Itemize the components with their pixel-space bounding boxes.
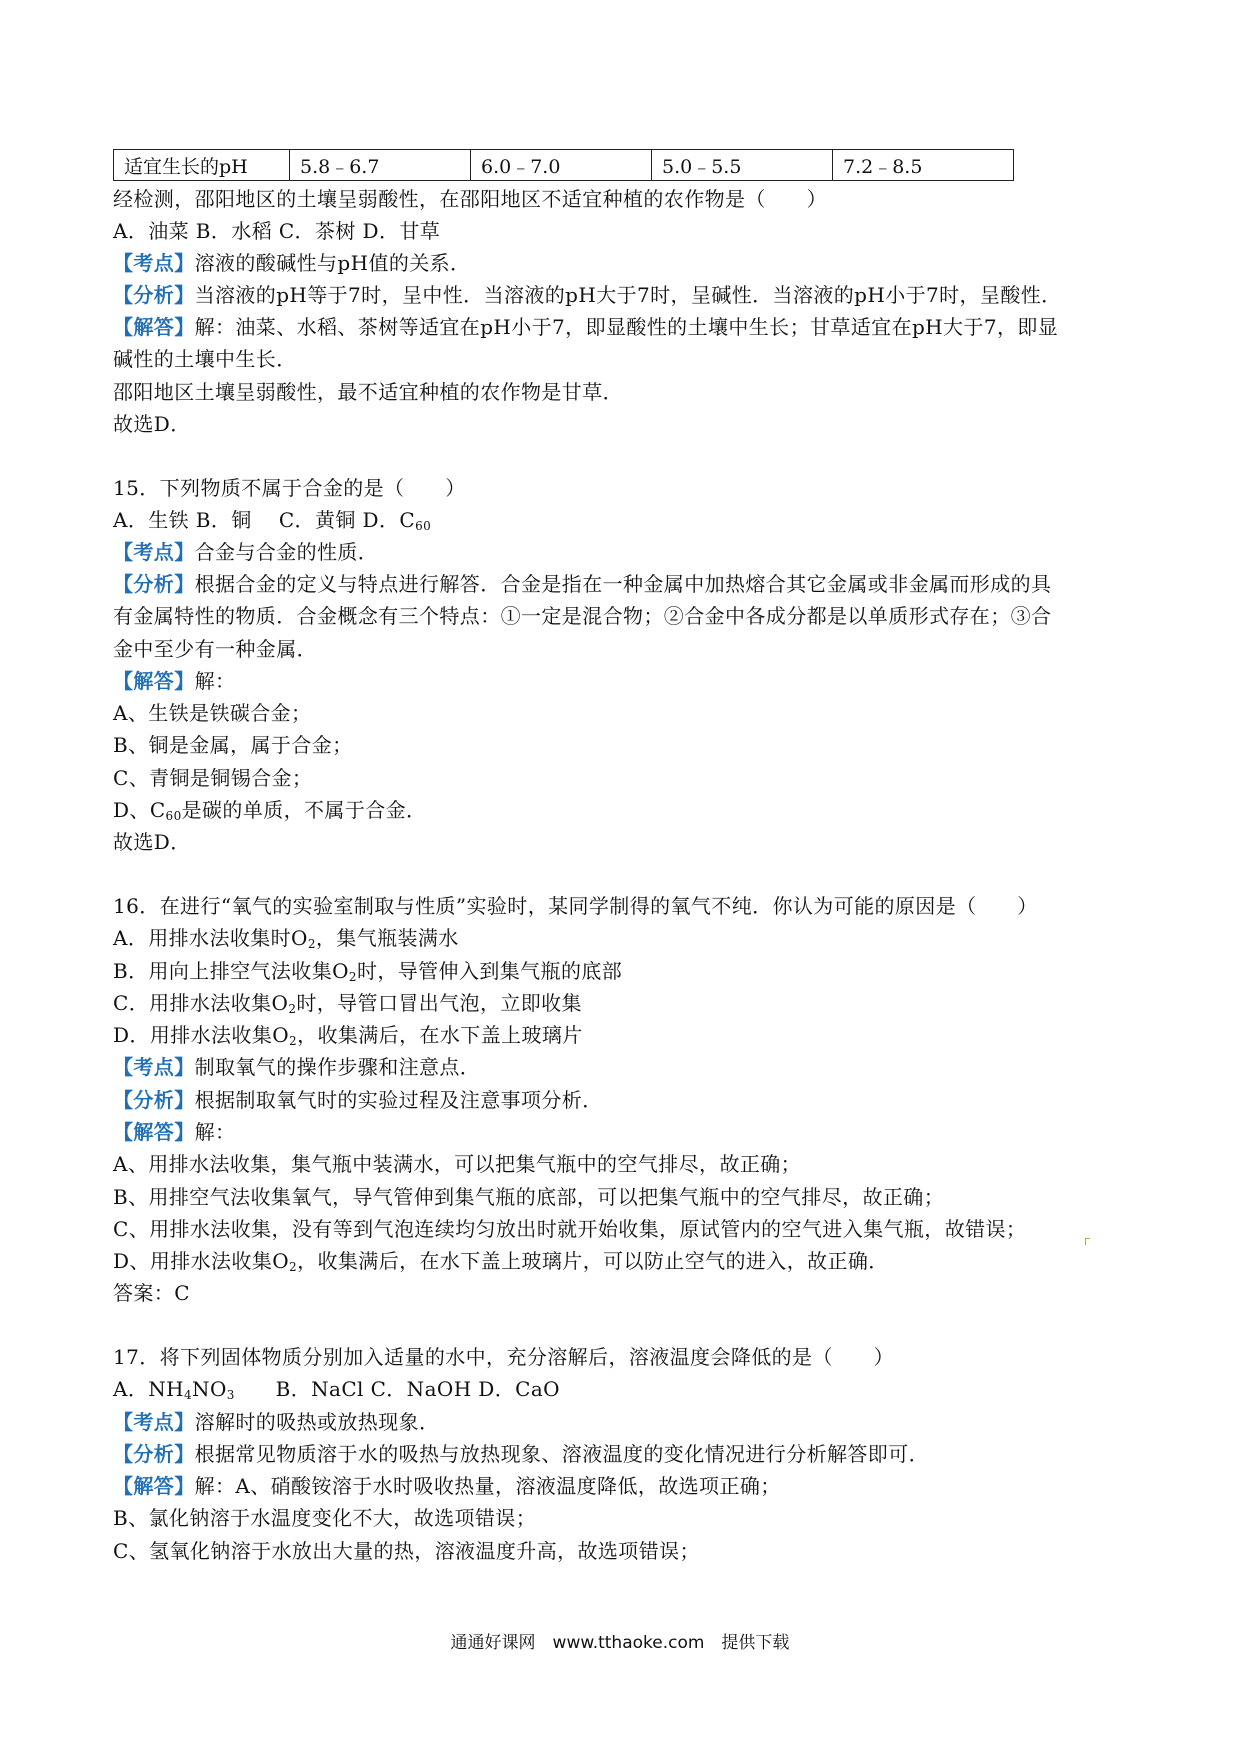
q16-option-c: C．用排水法收集$O_2$时，导管口冒出气泡，立即收集 [113,991,582,1016]
kaodian-text: 溶解时的吸热或放热现象． [194,1410,440,1434]
subscript: 60 [415,519,432,533]
q17-options: A．$NH_4NO_3$ B．NaCl C．NaOH D．CaO [113,1377,560,1402]
q16-jieda [113,1119,235,1145]
q15-fenxi-cont: 金中至少有一种金属． [113,637,317,661]
subscript: 2 [288,1002,297,1016]
kaodian-tag: 【考点】 [113,251,195,275]
fenxi-text: 根据制取氧气时的实验过程及注意事项分析． [194,1088,603,1112]
q17-fenxi [113,1441,929,1467]
q16-kaodian [113,1054,480,1080]
jieda-text: 解：油菜、水稻、茶树等适宜在pH小于7，即显酸性的土壤中生长；甘草适宜在pH大于7，即显 [194,315,1059,339]
subscript: 2 [289,1260,298,1274]
q16-option-d: D．用排水法收集$O_2$，收集满后，在水下盖上玻璃片 [113,1023,583,1048]
jieda-tag: 【解答】 [113,669,195,693]
table-cell-label: 适宜生长的pH [114,150,290,181]
table-cell: 6.0﹣7.0 [471,150,652,181]
q14-fenxi [113,282,1062,308]
fenxi-text: 当溶液的pH等于7时，呈中性．当溶液的pH大于7时，呈碱性．当溶液的pH小于7时，呈酸性． [194,283,1062,307]
table-row [114,150,1014,181]
q17-stem: 17．将下列固体物质分别加入适量的水中，充分溶解后，溶液温度会降低的是（ ） [113,1345,895,1369]
q15-jieda [113,668,235,694]
subscript: 3 [226,1388,235,1402]
q16-fenxi [113,1087,603,1113]
q15-analysis-d [113,797,426,829]
jieda-tag: 【解答】 [113,1120,195,1144]
page-footer: 通通好课网 www.tthaoke.com 提供下载 [450,1633,790,1653]
subscript: 4 [184,1388,193,1402]
options-text: A．生铁 B．铜 C．黄铜 D．C [113,508,416,532]
fenxi-tag: 【分析】 [113,1088,195,1112]
q17-jieda [113,1473,781,1499]
jieda-tag: 【解答】 [113,315,195,339]
kaodian-tag: 【考点】 [113,1410,195,1434]
q15-analysis-c: C、青铜是铜锡合金； [113,766,313,790]
q15-analysis-a: A、生铁是铁碳合金； [113,701,312,725]
fenxi-text: 根据合金的定义与特点进行解答．合金是指在一种金属中加热熔合其它金属或非金属而形成的具 [194,572,1052,596]
subscript: 60 [165,809,182,823]
scan-mark [1085,1238,1090,1245]
kaodian-tag: 【考点】 [113,1055,195,1079]
q14-answer: 故选D． [113,412,191,436]
fenxi-tag: 【分析】 [113,572,195,596]
kaodian-text: 制取氧气的操作步骤和注意点． [194,1055,481,1079]
jieda-text: 解： [194,669,236,693]
q15-fenxi-cont: 有金属特性的物质．合金概念有三个特点：①一定是混合物；②合金中各成分都是以单质形式存在；③合 [113,604,1052,628]
table-cell: 7.2﹣8.5 [833,150,1014,181]
q15-analysis-b: B、铜是金属，属于合金； [113,733,353,757]
q17-kaodian [113,1409,439,1435]
subscript: 2 [348,970,357,984]
q16-option-a: A．用排水法收集时$O_2$，集气瓶装满水 [113,926,459,951]
q14-jieda [113,314,1058,340]
q14-kaodian [113,250,470,276]
analysis-text: D、C [113,798,166,822]
q16-answer: 答案：C [113,1281,190,1305]
q14-stem: 经检测，邵阳地区的土壤呈弱酸性，在邵阳地区不适宜种植的农作物是（ ） [113,187,827,211]
q16-stem: 16．在进行“氧气的实验室制取与性质”实验时，某同学制得的氧气不纯．你认为可能的原因是（ ） [113,894,1038,918]
q15-answer: 故选D． [113,830,191,854]
q16-option-b: B．用向上排空气法收集$O_2$时，导管伸入到集气瓶的底部 [113,959,623,984]
jieda-text: 解： [194,1120,236,1144]
q16-analysis-b: B、用排空气法收集氧气，导气管伸到集气瓶的底部，可以把集气瓶中的空气排尽，故正确； [113,1185,945,1209]
q15-kaodian [113,539,378,565]
fenxi-tag: 【分析】 [113,283,195,307]
jieda-tag: 【解答】 [113,1474,195,1498]
jieda-text: 解：A、硝酸铵溶于水时吸收热量，溶液温度降低，故选项正确； [194,1474,781,1498]
fenxi-text: 根据常见物质溶于水的吸热与放热现象、溶液温度的变化情况进行分析解答即可． [194,1442,930,1466]
subscript: 2 [289,1034,298,1048]
kaodian-text: 合金与合金的性质． [194,540,379,564]
q17-analysis-c: C、氢氧化钠溶于水放出大量的热，溶液温度升高，故选项错误； [113,1539,700,1563]
q15-options [113,507,431,539]
table-cell: 5.0﹣5.5 [652,150,833,181]
subscript: 2 [307,937,316,951]
q15-fenxi [113,571,1051,597]
ph-range-table [113,149,1014,181]
q16-analysis-d: D、用排水法收集$O_2$，收集满后，在水下盖上玻璃片，可以防止空气的进入，故正确． [113,1249,889,1274]
table-cell: 5.8﹣6.7 [290,150,471,181]
analysis-text: 是碳的单质，不属于合金． [181,798,427,822]
q14-jieda-cont: 碱性的土壤中生长． [113,347,297,371]
kaodian-text: 溶液的酸碱性与pH值的关系． [194,251,471,275]
q14-options: A．油菜 B．水稻 C．茶树 D．甘草 [113,219,441,243]
fenxi-tag: 【分析】 [113,1442,195,1466]
q17-analysis-b: B、氯化钠溶于水温度变化不大，故选项错误； [113,1506,537,1530]
kaodian-tag: 【考点】 [113,540,195,564]
q14-jieda-cont: 邵阳地区土壤呈弱酸性，最不适宜种植的农作物是甘草． [113,380,623,404]
q15-stem: 15．下列物质不属于合金的是（ ） [113,476,466,500]
q16-analysis-c: C、用排水法收集，没有等到气泡连续均匀放出时就开始收集，原试管内的空气进入集气瓶，故错误； [113,1217,1027,1241]
q16-analysis-a: A、用排水法收集，集气瓶中装满水，可以把集气瓶中的空气排尽，故正确； [113,1152,802,1176]
